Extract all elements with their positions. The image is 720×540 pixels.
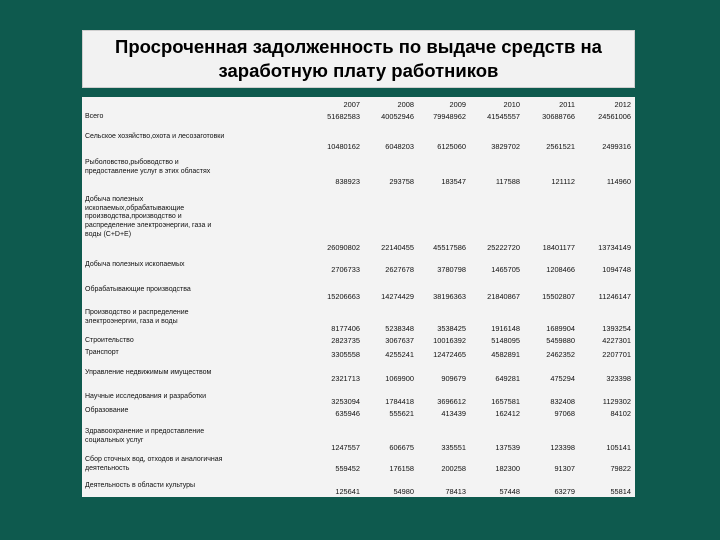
table-cell: 475294	[550, 374, 575, 383]
table-cell: 63279	[554, 487, 575, 496]
table-cell: 3538425	[437, 324, 466, 333]
table-cell: 15502807	[542, 292, 575, 301]
table-cell: 555621	[389, 409, 414, 418]
table-cell: 3829702	[491, 142, 520, 151]
row-label-line: социальных услуг	[85, 436, 144, 444]
row-label-line: ископаемых,обрабатывающие	[85, 204, 185, 212]
row-label	[85, 456, 245, 473]
table-cell: 97068	[554, 409, 575, 418]
table-cell: 323398	[606, 374, 631, 383]
table-cell: 10016392	[433, 336, 466, 345]
table-cell: 335551	[441, 443, 466, 452]
table-cell: 11246147	[598, 292, 631, 301]
row-label	[85, 309, 245, 326]
row-label-line: Строительство	[85, 337, 134, 344]
year-header: 2009	[449, 100, 466, 109]
table-cell: 8177406	[331, 324, 360, 333]
table-cell: 182300	[495, 464, 520, 473]
table-cell: 3305558	[331, 350, 360, 359]
table-cell: 559452	[335, 464, 360, 473]
title-banner	[82, 30, 635, 88]
row-label-line: Всего	[85, 113, 104, 120]
table-cell: 84102	[610, 409, 631, 418]
table-cell: 117588	[495, 177, 520, 186]
table-cell: 1129302	[602, 397, 631, 406]
table-cell: 1689904	[546, 324, 575, 333]
row-label-line: Управление недвижимым имуществом	[85, 369, 212, 376]
table-cell: 26090802	[327, 243, 360, 252]
table-cell: 121112	[551, 177, 575, 186]
table-cell: 3067637	[385, 336, 414, 345]
row-label	[85, 113, 245, 122]
row-label-line: Производство и распределение	[85, 309, 189, 316]
year-header: 2008	[397, 100, 414, 109]
table-cell: 2207701	[602, 350, 631, 359]
table-cell: 41545557	[487, 112, 520, 121]
table-cell: 18401177	[542, 243, 575, 252]
table-cell: 2499316	[602, 142, 631, 151]
row-label	[85, 369, 245, 378]
table-cell: 40052946	[381, 112, 414, 121]
table-cell: 30688766	[542, 112, 575, 121]
row-label	[85, 349, 245, 358]
row-label-line: Добыча полезных	[85, 196, 144, 203]
year-header: 2010	[503, 100, 520, 109]
table-cell: 5148095	[491, 336, 520, 345]
table-cell: 1393254	[602, 324, 631, 333]
table-cell: 4255241	[385, 350, 414, 359]
table-cell: 12472465	[433, 350, 466, 359]
table-cell: 2462352	[546, 350, 575, 359]
row-label	[85, 407, 245, 416]
table-cell: 15206663	[327, 292, 360, 301]
row-label-line: производства,производство и	[85, 213, 182, 221]
data-table	[82, 97, 635, 497]
row-label-line: электроэнергии, газа и воды	[85, 317, 178, 325]
row-label-line: Деятельность в области культуры	[85, 482, 196, 489]
table-cell: 3253094	[331, 397, 360, 406]
row-label	[85, 428, 245, 445]
row-label-line: распределение электроэнергии, газа и	[85, 222, 212, 230]
table-cell: 51682583	[327, 112, 360, 121]
table-cell: 2706733	[331, 265, 360, 274]
row-label-line: Сбор сточных вод, отходов и аналогичная	[85, 456, 223, 463]
row-label	[85, 196, 245, 240]
table-cell: 2561521	[546, 142, 575, 151]
row-label	[85, 337, 245, 346]
table-cell: 5238348	[385, 324, 414, 333]
table-cell: 10480162	[327, 142, 360, 151]
table-cell: 1784418	[385, 397, 414, 406]
row-label-line: Образование	[85, 407, 129, 414]
row-label-line: воды (C+D+E)	[85, 230, 132, 238]
table-cell: 123398	[550, 443, 575, 452]
year-header: 2007	[343, 100, 360, 109]
table-cell: 54980	[393, 487, 414, 496]
table-cell: 3780798	[437, 265, 466, 274]
row-label	[85, 261, 245, 270]
table-cell: 5459880	[546, 336, 575, 345]
table-cell: 21840867	[487, 292, 520, 301]
table-cell: 838923	[335, 177, 360, 186]
table-cell: 1657581	[491, 397, 520, 406]
row-label	[85, 159, 245, 176]
table-cell: 909679	[441, 374, 466, 383]
table-cell: 200258	[441, 464, 466, 473]
table-cell: 137539	[495, 443, 520, 452]
table-cell: 176158	[389, 464, 414, 473]
row-label	[85, 133, 245, 142]
table-cell: 606675	[389, 443, 414, 452]
table-cell: 45517586	[433, 243, 466, 252]
table-cell: 14274429	[381, 292, 414, 301]
table-cell: 1208466	[546, 265, 575, 274]
table-cell: 649281	[495, 374, 520, 383]
table-cell: 1465705	[491, 265, 520, 274]
table-cell: 6125060	[437, 142, 466, 151]
year-header: 2011	[559, 100, 575, 109]
table-cell: 1916148	[491, 324, 520, 333]
row-label-line: деятельность	[85, 464, 130, 472]
table-cell: 1094748	[602, 265, 631, 274]
table-cell: 635946	[335, 409, 360, 418]
table-cell: 183547	[441, 177, 466, 186]
row-label	[85, 393, 245, 402]
table-cell: 114960	[606, 177, 631, 186]
table-cell: 79822	[610, 464, 631, 473]
table-cell: 1247557	[331, 443, 360, 452]
table-cell: 413439	[441, 409, 466, 418]
row-label-line: Обрабатывающие производства	[85, 286, 191, 293]
row-label-line: Научные исследования и разработки	[85, 393, 206, 400]
table-cell: 2321713	[331, 374, 360, 383]
page-title-line-2: заработную плату работников	[218, 60, 499, 81]
table-cell: 91307	[554, 464, 575, 473]
table-cell: 1069900	[385, 374, 414, 383]
table-cell: 162412	[495, 409, 520, 418]
table-cell: 3696612	[437, 397, 466, 406]
year-header: 2012	[614, 100, 631, 109]
table-cell: 22140455	[381, 243, 414, 252]
table-cell: 13734149	[598, 243, 631, 252]
table-cell: 125641	[335, 487, 360, 496]
page-title-line-1: Просроченная задолженность по выдаче средств на	[115, 36, 602, 57]
row-label-line: Транспорт	[85, 349, 119, 356]
table-cell: 105141	[606, 443, 631, 452]
table-cell: 4582891	[491, 350, 520, 359]
table-cell: 24561006	[598, 112, 631, 121]
table-cell: 4227301	[602, 336, 631, 345]
row-label-line: Рыболовство,рыбоводство и	[85, 159, 179, 166]
row-label-line: Здравоохранение и предоставление	[85, 428, 205, 435]
table-cell: 57448	[499, 487, 520, 496]
table-cell: 38196363	[433, 292, 466, 301]
table-cell: 2627678	[385, 265, 414, 274]
row-label-line: Добыча полезных ископаемых	[85, 261, 185, 268]
row-label-line: предоставление услуг в этих областях	[85, 167, 211, 175]
table-cell: 293758	[389, 177, 414, 186]
table-cell: 78413	[445, 487, 466, 496]
row-label	[85, 482, 245, 491]
table-cell: 79948962	[433, 112, 466, 121]
row-label	[85, 286, 245, 295]
table-cell: 6048203	[385, 142, 414, 151]
table-cell: 55814	[610, 487, 631, 496]
table-cell: 25222720	[487, 243, 520, 252]
row-label-line: Сельское хозяйство,охота и лесозаготовки	[85, 133, 225, 140]
table-cell: 832408	[550, 397, 575, 406]
table-cell: 2823735	[331, 336, 360, 345]
